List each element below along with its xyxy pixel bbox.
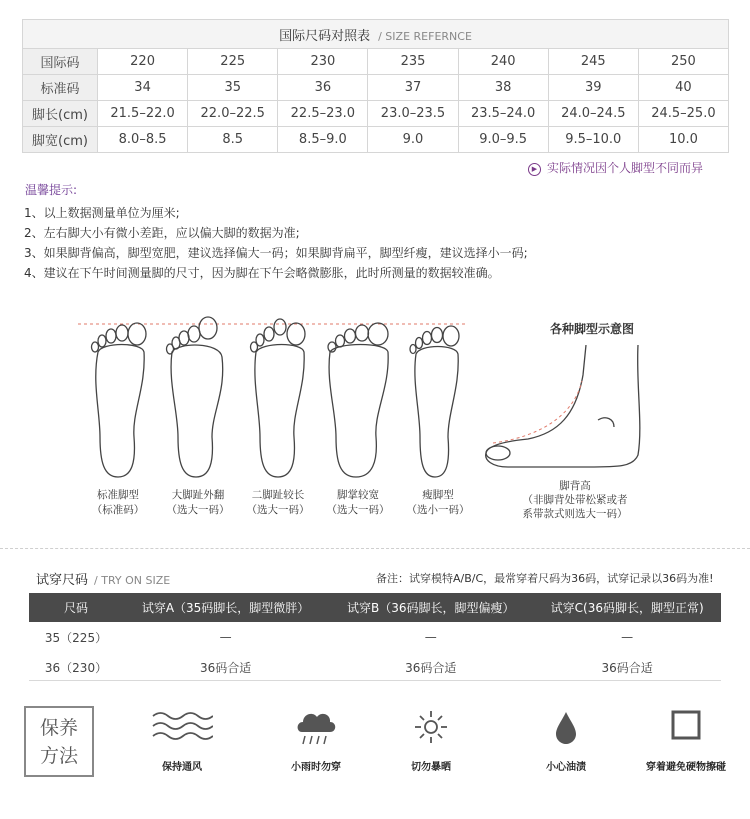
foot-type-name: 标准脚型 <box>97 489 139 501</box>
row-label: 国际码 <box>23 49 98 75</box>
foot-type-wide <box>313 488 403 518</box>
cell: 36（230） <box>44 660 108 675</box>
cell: 24.0–24.5 <box>548 101 638 127</box>
size-table <box>22 19 729 153</box>
cell: 24.5–25.0 <box>638 101 728 127</box>
cell: 8.0–8.5 <box>98 127 188 153</box>
cell: 250 <box>638 49 728 75</box>
foot-type-advice: （选小一码） <box>406 504 470 516</box>
cell: 40 <box>638 75 728 101</box>
tip-item: 2、左右脚大小有微小差距，应以偏大脚的数据为准; <box>24 226 300 240</box>
care-label: 穿着避免硬物擦碰 <box>646 762 726 773</box>
sun-icon <box>410 708 452 750</box>
cell: 220 <box>98 49 188 75</box>
foot-type-name: 大脚趾外翻 <box>171 489 225 501</box>
care-label: 切勿暴晒 <box>411 762 451 773</box>
size-row-length <box>23 101 729 127</box>
foot-type-bunion <box>153 488 243 518</box>
cell: 36码合适 <box>199 660 252 675</box>
care-item-rain <box>256 708 376 773</box>
cell: 23.5–24.0 <box>458 101 548 127</box>
foot-type-name: 瘦脚型 <box>422 489 454 501</box>
tip-item: 4、建议在下午时间测量脚的尺寸，因为脚在下午会略微膨胀，此时所测量的数据较准确。 <box>24 266 500 280</box>
care-label: 保持通风 <box>162 762 202 773</box>
care-item-ventilate <box>122 708 242 773</box>
foot-type-name: 脚掌较宽 <box>337 489 379 501</box>
foot-type-advice: （标准码） <box>91 504 145 516</box>
instep-note <box>510 479 640 521</box>
care-item-hard-objects <box>626 708 746 773</box>
care-box-line: 保养 <box>39 717 78 739</box>
cell: 225 <box>188 49 278 75</box>
foot-type-advice: （选大一码） <box>166 504 230 516</box>
cell: 35 <box>188 75 278 101</box>
foot-type-name: 二脚趾较长 <box>251 489 305 501</box>
cell: 9.0 <box>368 127 458 153</box>
care-method-box <box>24 706 94 777</box>
play-circle-icon: ▶ <box>528 163 541 176</box>
tryon-header: 试穿C(36码脚长，脚型正常) <box>533 593 721 622</box>
cell: 9.0–9.5 <box>458 127 548 153</box>
cell: 230 <box>278 49 368 75</box>
size-row-standard <box>23 75 729 101</box>
cell: 8.5–9.0 <box>278 127 368 153</box>
cell: 240 <box>458 49 548 75</box>
tips-title: 温馨提示: <box>25 183 78 197</box>
oil-drop-icon <box>551 708 581 750</box>
cell: 235 <box>368 49 458 75</box>
cell: — <box>621 630 634 644</box>
section-divider <box>0 548 750 549</box>
size-table-title-row <box>23 20 729 49</box>
fit-variation-note-text: 实际情况因个人脚型不同而异 <box>547 161 704 175</box>
cell: 9.5–10.0 <box>548 127 638 153</box>
wind-icon <box>151 708 213 750</box>
tryon-header: 尺码 <box>29 593 123 622</box>
size-table-title-cn: 国际尺码对照表 <box>279 28 371 44</box>
tip-item: 3、如果脚背偏高，脚型宽肥，建议选择偏大一码；如果脚背扁平，脚型纤瘦，建议选择小一码; <box>24 246 528 260</box>
wide-foot-icon <box>328 323 388 477</box>
cell: 36码合适 <box>601 660 653 675</box>
tryon-title-cn: 试穿尺码 <box>36 573 89 588</box>
row-label: 脚宽(cm) <box>23 127 98 153</box>
long-second-toe-foot-icon <box>251 319 306 477</box>
cell: 35（225） <box>44 630 108 645</box>
row-label: 脚长(cm) <box>23 101 98 127</box>
square-icon <box>668 708 704 750</box>
cell: 21.5–22.0 <box>98 101 188 127</box>
size-row-intl <box>23 49 729 75</box>
care-item-sun <box>371 708 491 773</box>
instep-label: 脚背高 <box>559 480 591 492</box>
tryon-header: 试穿A（35码脚长，脚型微胖） <box>123 593 328 622</box>
instep-note-line: （非脚背处带松紧或者 <box>522 494 628 506</box>
row-label: 标准码 <box>23 75 98 101</box>
cell: 37 <box>368 75 458 101</box>
tryon-title <box>36 569 170 588</box>
care-label: 小雨时勿穿 <box>291 762 341 773</box>
cell: 36码合适 <box>405 660 457 675</box>
cell: 8.5 <box>188 127 278 153</box>
cell: 39 <box>548 75 638 101</box>
thin-foot-icon <box>410 326 459 477</box>
cell: 23.0–23.5 <box>368 101 458 127</box>
bunion-foot-icon <box>167 317 223 477</box>
diagram-title: 各种脚型示意图 <box>550 322 635 336</box>
foot-type-thin <box>393 488 483 518</box>
table-row <box>29 622 721 652</box>
instep-note-line: 系带款式则选大一码） <box>522 508 628 520</box>
size-table-title <box>23 20 729 49</box>
cell: 38 <box>458 75 548 101</box>
care-box-line: 方法 <box>39 745 78 767</box>
cell: 22.0–22.5 <box>188 101 278 127</box>
size-row-width <box>23 127 729 153</box>
care-label: 小心油渍 <box>546 762 586 773</box>
side-foot-icon <box>478 345 653 475</box>
rain-cloud-icon <box>294 708 338 750</box>
cell: 245 <box>548 49 638 75</box>
fit-variation-note <box>528 159 703 176</box>
cell: — <box>219 630 232 644</box>
cell: 22.5–23.0 <box>278 101 368 127</box>
table-row <box>29 652 721 682</box>
foot-types-illustration <box>70 312 470 487</box>
foot-type-advice: （选大一码） <box>246 504 310 516</box>
foot-type-advice: （选大一码） <box>326 504 390 516</box>
cell: — <box>424 630 437 644</box>
standard-foot-icon <box>92 323 147 477</box>
foot-type-standard <box>73 488 163 518</box>
tryon-header-row <box>29 593 721 622</box>
tryon-table <box>29 593 721 682</box>
tryon-header: 试穿B（36码脚长，脚型偏瘦） <box>328 593 533 622</box>
foot-type-long-second-toe <box>233 488 323 518</box>
cell: 10.0 <box>638 127 728 153</box>
cell: 36 <box>278 75 368 101</box>
cell: 34 <box>98 75 188 101</box>
size-table-title-en: / SIZE REFERNCE <box>378 29 472 43</box>
care-item-oil <box>506 708 626 773</box>
table-bottom-border <box>29 680 721 681</box>
tip-item: 1、以上数据测量单位为厘米; <box>24 206 180 220</box>
tryon-note: 备注：试穿模特A/B/C，最常穿着尺码为36码，试穿记录以36码为准! <box>376 572 714 585</box>
tryon-title-en: / TRY ON SIZE <box>94 574 171 587</box>
